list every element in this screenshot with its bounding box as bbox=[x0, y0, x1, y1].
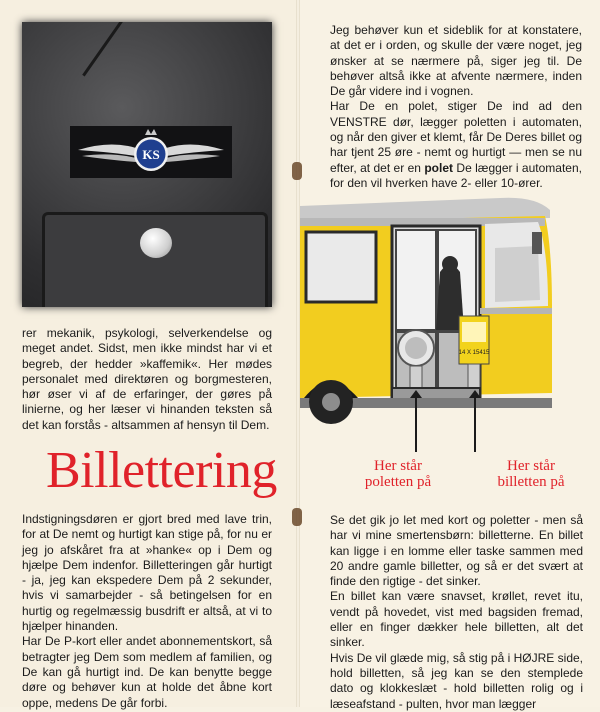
ks-winged-logo-icon bbox=[70, 126, 232, 178]
right-top-paragraph-2-start: Har De en polet, stiger De ind ad den VENSTRE dør, lægger poletten i automaten, og når den giver et klemt, får De Deres billet og har tjent 25 øre - nemt og hurtigt — men se nu efter, at det er en bbox=[330, 99, 582, 175]
right-top-text-block bbox=[330, 23, 582, 191]
ticketing-paragraph-1: Indstigningsdøren er gjort bred med lave trin, for at De nemt og hurtigt kan stige på, for nu er jeg jo afskåret fra at »hanke« op i Dem og hjælpe Dem indenfor. Billetteringen går hurtigt - ja, jeg kan ekspedere Dem på 2 sekunder, hvis vi samarbejder - så betingelsen for en hurtig og regelmæssig busdrift er altså, at vi to hjælper hinanden. bbox=[22, 512, 272, 634]
caption-token-line1: Her står bbox=[374, 458, 422, 474]
right-bottom-paragraph-1: Se det gik jo let med kort og poletter - men så har vi mine smertensbørn: billetterne. En billet kan ligge i en lomme eller taske sammen med 20 andre gamle billetter, og så er det svært at finde den rigtige - det sinker. bbox=[330, 513, 583, 589]
right-top-paragraph-2 bbox=[330, 99, 582, 191]
bag-clasp bbox=[140, 228, 172, 258]
ks-logo-text: KS bbox=[142, 147, 160, 162]
bold-word-polet: polet bbox=[424, 160, 454, 175]
intro-paragraph: rer mekanik, psykologi, selverkendelse og meget andet. Sidst, men ikke mindst har vi et begreb, der hedder »kaffemik«. Her mødes personalet med direktøren og borgmesteren, hør øser vi af de erfaringer, der gøres på linierne, og her læser vi hinanden teksten så det kan forstås - altsammen af hensyn til Dem. bbox=[22, 326, 272, 432]
bus-illustration bbox=[300, 188, 555, 444]
arrow-to-ticket-display bbox=[474, 392, 476, 452]
bag-photo bbox=[22, 22, 272, 307]
right-bottom-paragraph-3: Hvis De vil glæde mig, så stig på i HØJRE side, hold billetten, så jeg kan se den stemplede dato og klokkeslæt - hold billetten rolig og i læseafstand - pulten, hvor man lægger bbox=[330, 650, 583, 711]
bag-strap bbox=[82, 22, 125, 77]
page-heading: Billettering bbox=[46, 442, 277, 499]
intro-paragraph-block bbox=[22, 326, 272, 433]
right-top-paragraph-1: Jeg behøver kun et sideblik for at konstatere, at det er i orden, og skulle der være noget, jeg ønsker at se nærmere på, siger jeg til. De behøver altså ikke at afvente nærmere, inden De går videre ind i vognen. bbox=[330, 23, 582, 99]
ks-logo-plate bbox=[70, 126, 232, 178]
caption-token bbox=[348, 458, 448, 490]
right-bottom-paragraph-2: En billet kan være snavset, krøllet, revet itu, vendt på hovedet, vist med bagsiden fremad, eller en finger dækker hele billetten, alt det sinker. bbox=[330, 589, 583, 650]
right-bottom-text-block bbox=[330, 513, 583, 712]
arrow-to-token-machine bbox=[415, 392, 417, 452]
ticketing-paragraph-2: Har De P-kort eller andet abonnementskort, så betragter jeg Dem som medlem af familien, og De kan gå hurtigt ind. De kan benytte begge døre og behøver kun at holde det åbne kort oppe, medens De går forbi. bbox=[22, 634, 272, 710]
bus-drawing bbox=[300, 188, 555, 444]
staple-top bbox=[292, 162, 302, 180]
bag-flap bbox=[42, 212, 268, 307]
caption-ticket-line2: billetten på bbox=[497, 474, 565, 490]
caption-token-line2: poletten på bbox=[364, 474, 432, 490]
ticket-label: 14 X 15415 bbox=[458, 350, 490, 356]
ticketing-text-block bbox=[22, 512, 272, 711]
caption-ticket bbox=[476, 458, 586, 490]
staple-bottom bbox=[292, 508, 302, 526]
left-page bbox=[0, 0, 298, 710]
right-top-paragraph-2-end: De lægger i automaten, for den vil hverken have 2- eller 10-ører. bbox=[330, 160, 582, 190]
caption-ticket-line1: Her står bbox=[507, 458, 555, 474]
